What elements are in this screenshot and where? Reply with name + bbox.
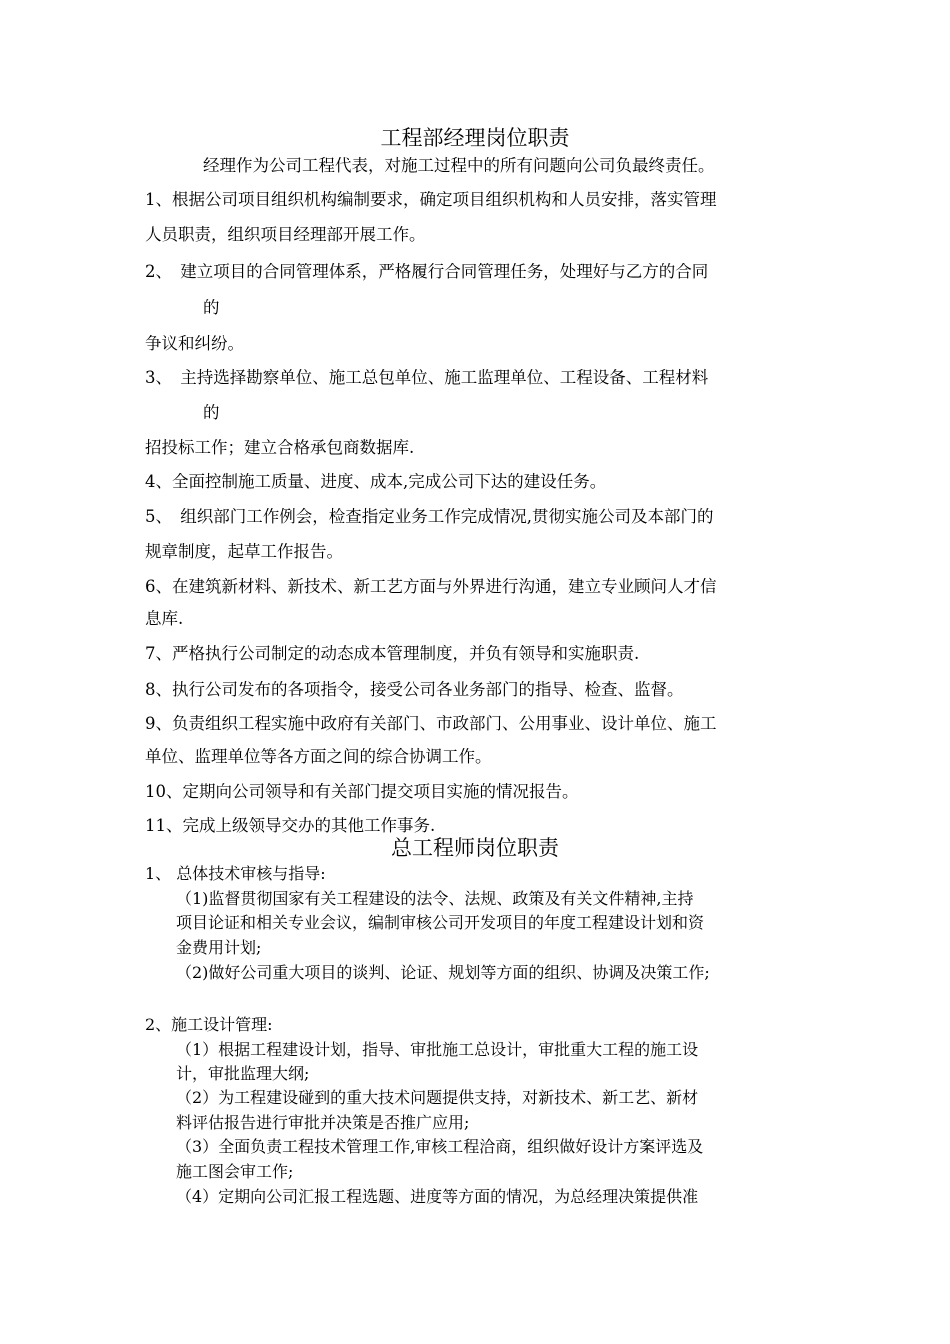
duty-line: 的 [203, 298, 220, 317]
duty-line: （2)做好公司重大项目的谈判、论证、规划等方面的组织、协调及决策工作; [176, 963, 710, 982]
section-title-engineering-manager: 工程部经理岗位职责 [380, 126, 570, 150]
duty-line: （4）定期向公司汇报工程选题、进度等方面的情况，为总经理决策提供准 [176, 1187, 699, 1206]
duty-line: 10、定期向公司领导和有关部门提交项目实施的情况报告。 [145, 782, 579, 801]
duty-line: 单位、监理单位等各方面之间的综合协调工作。 [145, 747, 492, 766]
duty-line: （2）为工程建设碰到的重大技术问题提供支持，对新技术、新工艺、新材 [176, 1088, 699, 1107]
duty-line: （1)监督贯彻国家有关工程建设的法令、法规、政策及有关文件精神,主持 [176, 889, 694, 908]
section-title-chief-engineer: 总工程师岗位职责 [391, 836, 559, 860]
duty-line: 4、全面控制施工质量、进度、成本,完成公司下达的建设任务。 [145, 472, 607, 491]
duty-line: 争议和纠纷。 [145, 334, 244, 353]
duty-line: 5、 组织部门工作例会，检查指定业务工作完成情况,贯彻实施公司及本部门的 [145, 507, 714, 526]
duty-line: 9、负责组织工程实施中政府有关部门、市政部门、公用事业、设计单位、施工 [145, 714, 717, 733]
duty-line: 7、严格执行公司制定的动态成本管理制度，并负有领导和实施职责. [145, 644, 640, 663]
duty-line: 息库. [145, 609, 184, 628]
duty-line: 料评估报告进行审批并决策是否推广应用; [176, 1113, 470, 1132]
duty-line: 1、 总体技术审核与指导: [145, 864, 326, 883]
duty-line: 2、 建立项目的合同管理体系，严格履行合同管理任务，处理好与乙方的合同 [145, 262, 709, 281]
intro-line: 经理作为公司工程代表，对施工过程中的所有问题向公司负最终责任。 [203, 156, 715, 175]
duty-line: 3、 主持选择勘察单位、施工总包单位、施工监理单位、工程设备、工程材料 [145, 368, 709, 387]
duty-line: 人员职责，组织项目经理部开展工作。 [145, 225, 426, 244]
duty-line: 计，审批监理大纲; [176, 1064, 310, 1083]
duty-line: 招投标工作；建立合格承包商数据库. [145, 438, 415, 457]
duty-line: 的 [203, 403, 220, 422]
duty-line: 规章制度，起草工作报告。 [145, 542, 343, 561]
duty-line: 8、执行公司发布的各项指令，接受公司各业务部门的指导、检查、监督。 [145, 680, 684, 699]
duty-line: 1、根据公司项目组织机构编制要求，确定项目组织机构和人员安排，落实管理 [145, 190, 717, 209]
duty-line: （3）全面负责工程技术管理工作,审核工程洽商，组织做好设计方案评选及 [176, 1137, 704, 1156]
duty-line: （1）根据工程建设计划，指导、审批施工总设计，审批重大工程的施工设 [176, 1040, 699, 1059]
duty-line: 11、完成上级领导交办的其他工作事务. [145, 816, 436, 835]
duty-line: 金费用计划; [176, 938, 262, 957]
duty-line: 项目论证和相关专业会议，编制审核公司开发项目的年度工程建设计划和资 [176, 913, 705, 932]
duty-line: 2、施工设计管理: [145, 1015, 273, 1034]
duty-line: 6、在建筑新材料、新技术、新工艺方面与外界进行沟通，建立专业顾问人才信 [145, 577, 717, 596]
duty-line: 施工图会审工作; [176, 1162, 294, 1181]
